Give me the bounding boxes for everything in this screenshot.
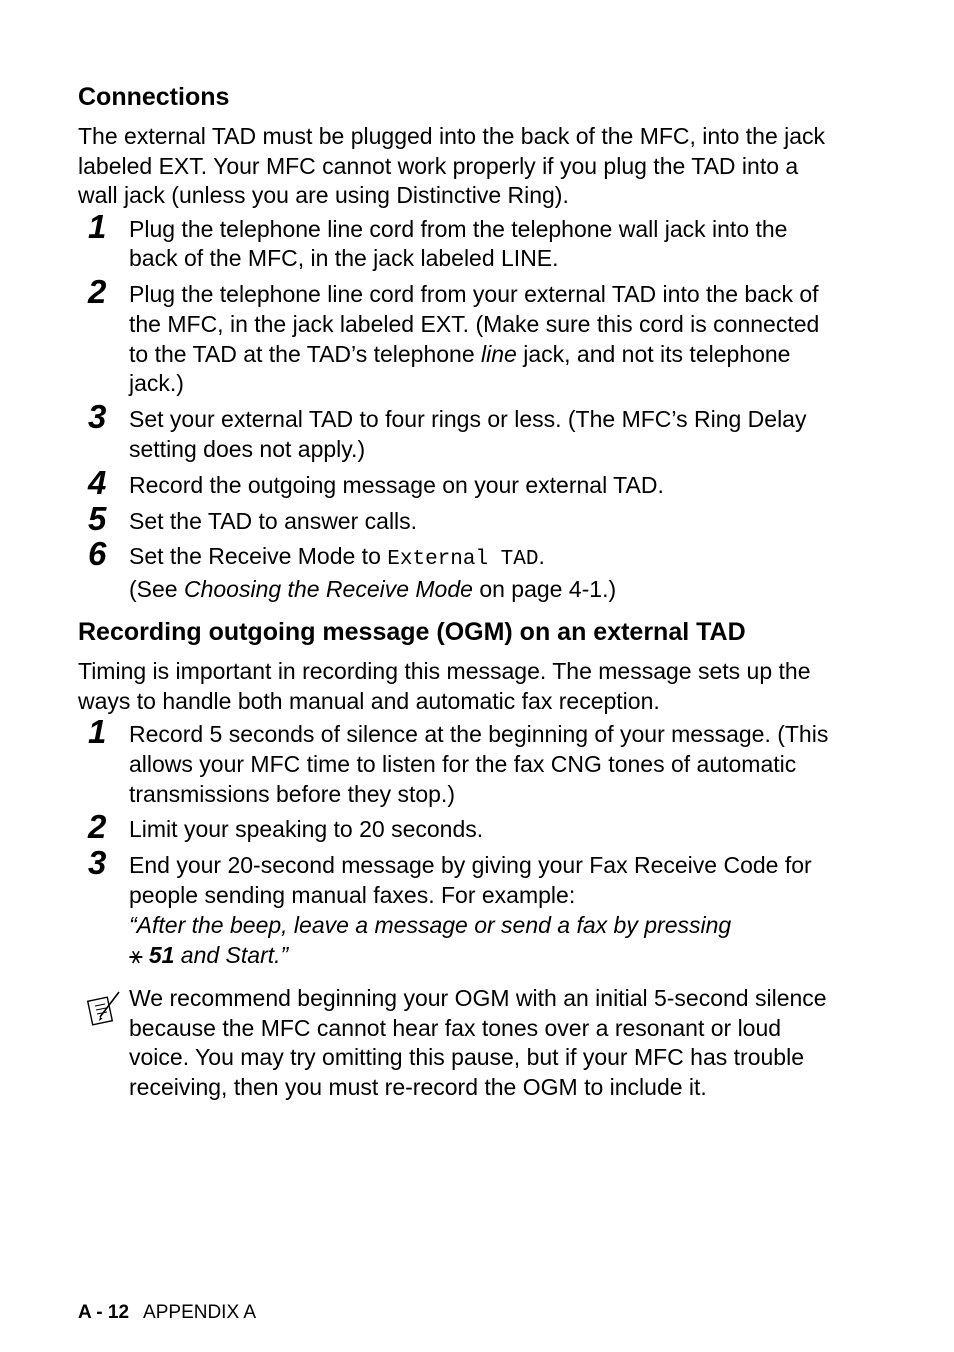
section-heading-connections: Connections (78, 83, 230, 111)
fax-receive-code: 51 (148, 941, 175, 968)
step-number: 3 (88, 844, 107, 882)
step-text: jack, and not its telephone jack.) (129, 340, 791, 397)
step-text: (See (129, 576, 184, 603)
step-number: 5 (88, 499, 107, 537)
step-number: 6 (88, 535, 107, 573)
step-text: on page 4-1.) (472, 576, 617, 603)
step-text: Record the outgoing message on your external TAD. (129, 471, 664, 498)
star-key-icon: ⚹ (129, 941, 143, 968)
step-text: Record 5 seconds of silence at the beginning of your message. (This allows your MFC time to listen for the fax CNG tones of automatic transmissions before they stop.) (129, 721, 829, 807)
page-number: A - 12 (78, 1302, 130, 1323)
step-number: 2 (88, 808, 107, 846)
step-number: 4 (88, 463, 107, 501)
step-item (78, 499, 838, 537)
step-number: 1 (88, 713, 107, 751)
step-number: 3 (88, 398, 107, 436)
step-item (78, 844, 838, 970)
page-footer (78, 1300, 256, 1326)
note-pencil-icon (86, 990, 122, 1026)
lcd-text: External TAD (387, 548, 539, 572)
step-text: Set the Receive Mode to (129, 543, 388, 570)
section-heading-recording-ogm: Recording outgoing message (OGM) on an external TAD (78, 618, 746, 647)
step-item (78, 398, 838, 465)
step-text: Plug the telephone line cord from the telephone wall jack into the back of the MFC, in the jack labeled LINE. (129, 215, 788, 272)
note-block (78, 984, 838, 1102)
step-text: Set your external TAD to four rings or less. (The MFC’s Ring Delay setting does not apply.) (129, 406, 807, 463)
step-item (78, 273, 838, 399)
step-number: 1 (88, 207, 107, 245)
cross-reference: Choosing the Receive Mode (183, 576, 473, 603)
example-quote-text: “After the beep, leave a message or send a fax by pressing (129, 911, 732, 938)
step-item (78, 535, 838, 605)
step-text: Plug the telephone line cord from your external TAD into the back of the MFC, in the jack labeled EXT. (Make sure this cord is connected to the TAD at the TAD’s telephone (129, 281, 820, 367)
note-text: We recommend beginning your OGM with an initial 5-second silence because the MFC cannot hear fax tones over a resonant or loud voice. You may try omitting this pause, but if your MFC has trouble receiving, then you must re-record the OGM to include it. (129, 985, 827, 1100)
page-content (78, 80, 838, 1102)
step-text: Set the TAD to answer calls. (129, 507, 418, 534)
step-number: 2 (88, 273, 107, 311)
step-text: End your 20-second message by giving your Fax Receive Code for people sending manual faxes. For example: (129, 852, 812, 909)
recording-ogm-intro: Timing is important in recording this message. The message sets up the ways to handle both manual and automatic fax reception. (78, 658, 811, 714)
footer-section: APPENDIX A (143, 1302, 257, 1323)
example-quote (129, 912, 731, 968)
step-item (78, 463, 838, 501)
example-quote-text: and Start.” (174, 941, 289, 968)
connections-steps (78, 207, 838, 606)
step-text: Limit your speaking to 20 seconds. (129, 816, 484, 843)
recording-ogm-steps (78, 713, 838, 970)
step-text: . (538, 543, 545, 570)
connections-intro: The external TAD must be plugged into the back of the MFC, into the jack labeled EXT. Your MFC cannot work properly if you plug the TAD into a wall jack (unless you are using Distinctive Ring). (78, 123, 826, 208)
step-item (78, 207, 838, 275)
step-text-emphasis: line (481, 340, 517, 367)
step-item (78, 713, 838, 809)
step-item (78, 808, 838, 846)
